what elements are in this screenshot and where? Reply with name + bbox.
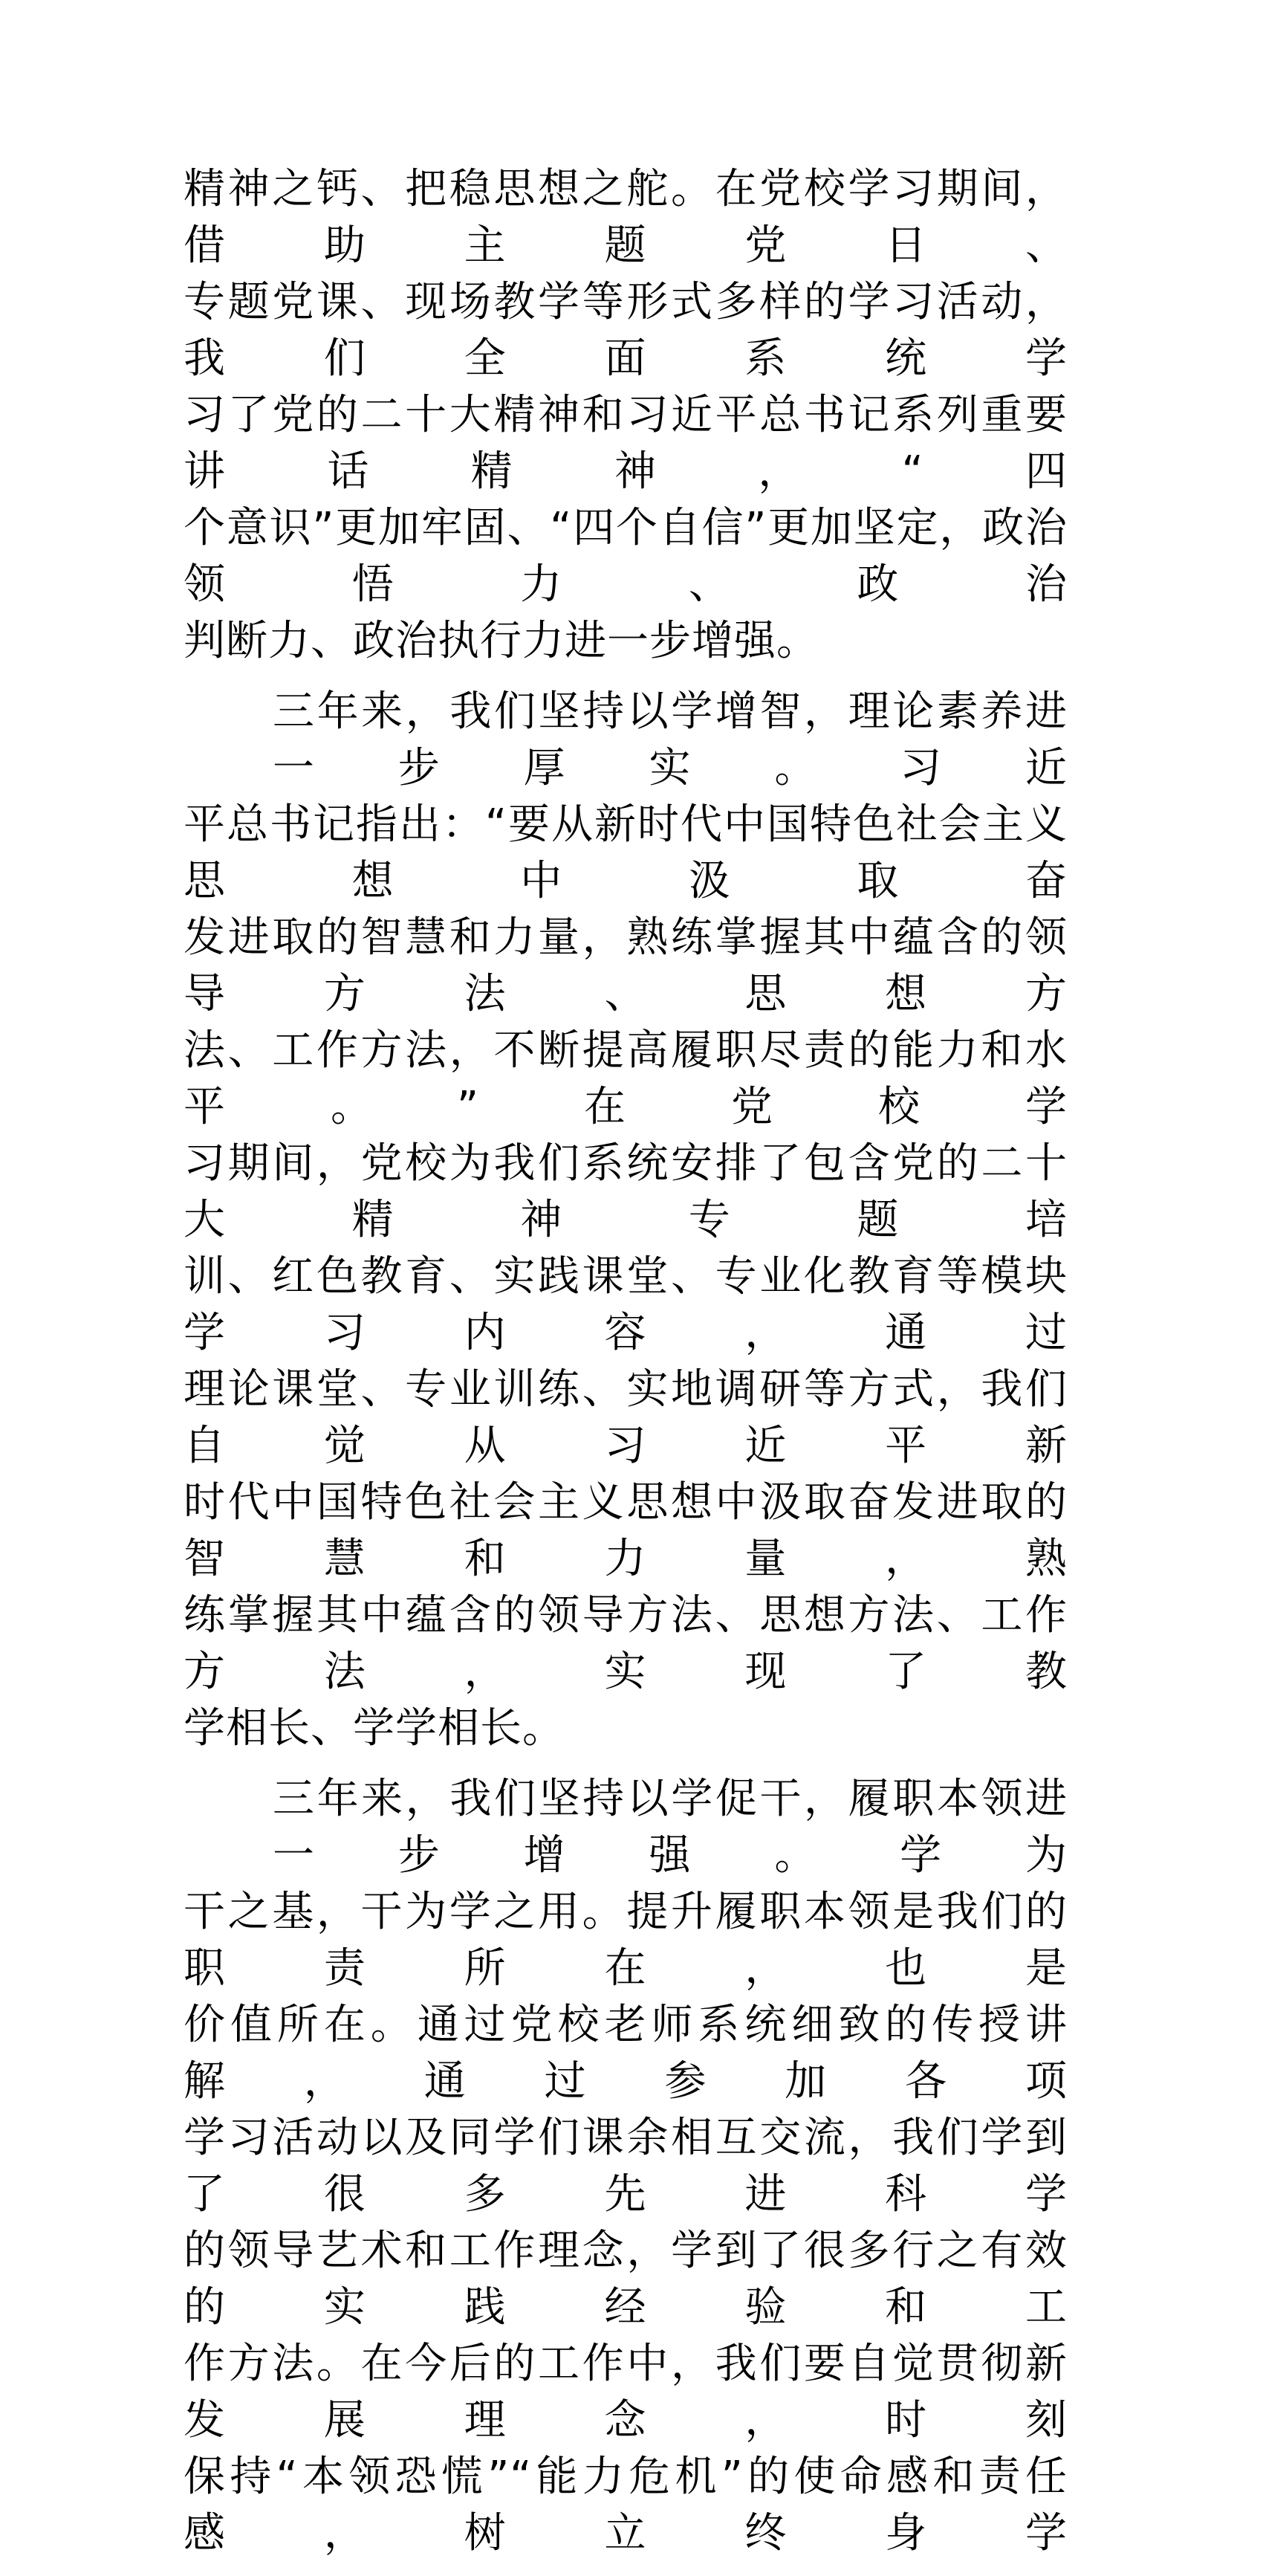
text-line: 发进取的智慧和力量，熟练掌握其中蕴含的领导方法、思想方	[184, 913, 1068, 1018]
text-line: 时代中国特色社会主义思想中汲取奋发进取的智慧和力量，熟	[184, 1478, 1068, 1583]
text-line: 学习活动以及同学们课余相互交流，我们学到了很多先进科学	[184, 2114, 1068, 2219]
text-line: 训、红色教育、实践课堂、专业化教育等模块学习内容，通过	[184, 1252, 1068, 1357]
text-line: 个意识”更加牢固、“四个自信”更加坚定，政治领悟力、政治	[184, 504, 1068, 609]
text-line: 习了党的二十大精神和习近平总书记系列重要讲话精神，“四	[184, 391, 1068, 496]
text-line: 作方法。在今后的工作中，我们要自觉贯彻新发展理念，时刻	[184, 2340, 1068, 2444]
text-line: 的领导艺术和工作理念，学到了很多行之有效的实践经验和工	[184, 2227, 1068, 2331]
text-line: 理论课堂、专业训练、实地调研等方式，我们自觉从习近平新	[184, 1365, 1068, 1470]
paragraph-2	[184, 684, 1068, 1757]
paragraph-3	[184, 1771, 1068, 2562]
text-line: 保持“本领恐慌”“能力危机”的使命感和责任感，树立终身学	[184, 2453, 1068, 2557]
text-line: 三年来，我们坚持以学促干，履职本领进一步增强。学为	[273, 1775, 1068, 1880]
document-page	[184, 161, 1068, 2576]
text-line: 价值所在。通过党校老师系统细致的传授讲解，通过参加各项	[184, 2001, 1068, 2106]
text-line: 平总书记指出：“要从新时代中国特色社会主义思想中汲取奋	[184, 800, 1068, 905]
text-line: 判断力、政治执行力进一步增强。	[184, 617, 819, 665]
text-line: 三年来，我们坚持以学增智，理论素养进一步厚实。习近	[273, 687, 1068, 792]
text-line: 精神之钙、把稳思想之舵。在党校学习期间，借助主题党日、	[184, 165, 1068, 270]
text-line: 学相长、学学相长。	[184, 1704, 565, 1753]
text-line: 专题党课、现场教学等形式多样的学习活动，我们全面系统学	[184, 278, 1068, 383]
text-line: 习期间，党校为我们系统安排了包含党的二十大精神专题培	[184, 1139, 1068, 1244]
text-line: 干之基，干为学之用。提升履职本领是我们的职责所在，也是	[184, 1888, 1068, 1993]
text-line: 练掌握其中蕴含的领导方法、思想方法、工作方法，实现了教	[184, 1591, 1068, 1696]
paragraph-1	[184, 161, 1068, 670]
text-line: 法、工作方法，不断提高履职尽责的能力和水平。”在党校学	[184, 1026, 1068, 1131]
